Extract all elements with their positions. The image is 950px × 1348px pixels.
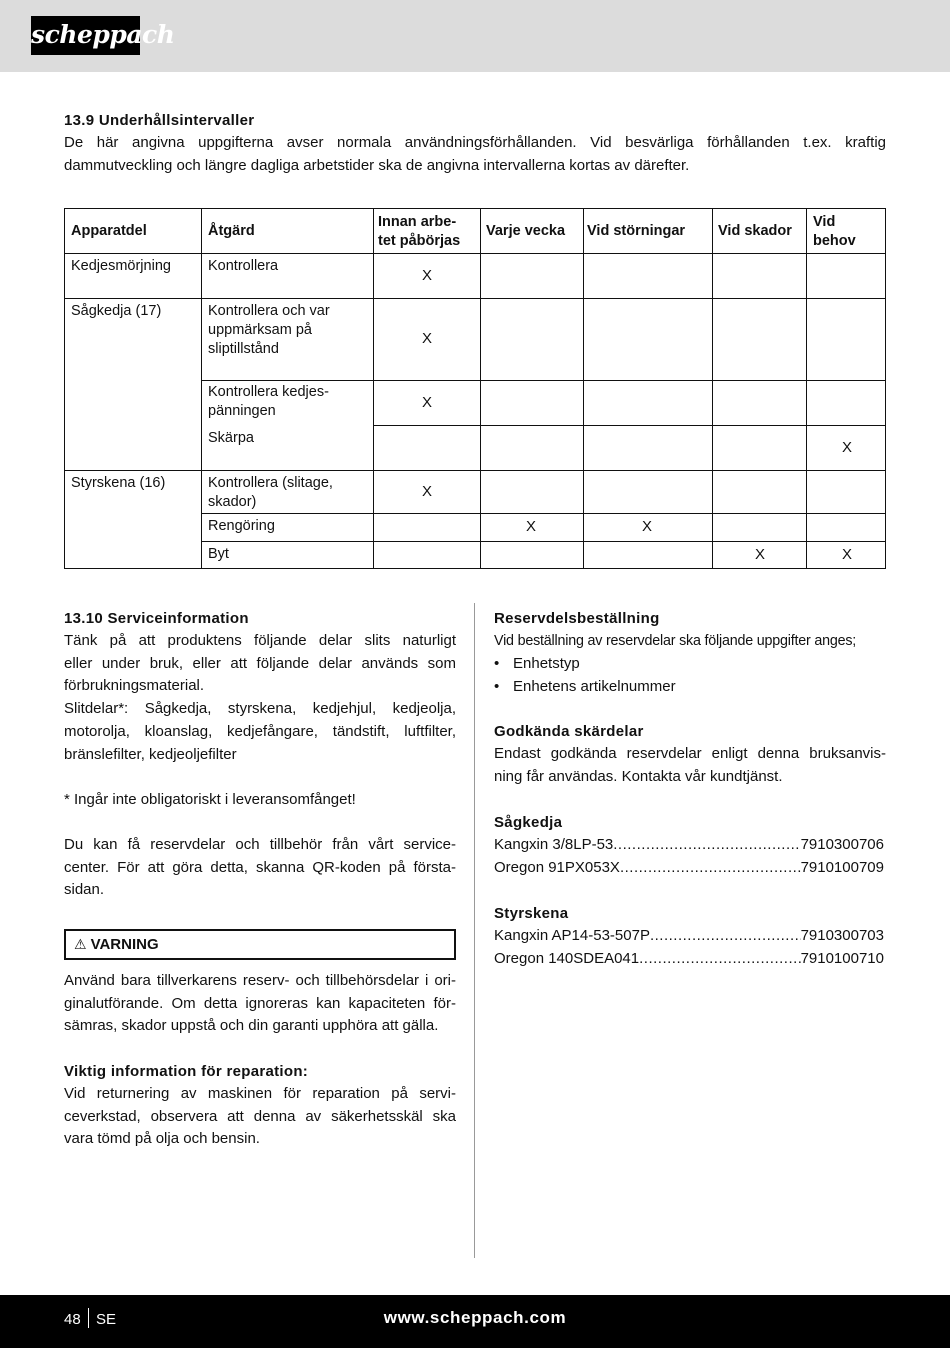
text-line: bränslefilter, kedjeoljefilter [64,745,237,763]
action-skarpa: Skärpa [208,430,254,446]
part-name: Oregon 140SDEA041 [494,950,640,967]
text-line: vara tömd på olja och bensin. [64,1130,260,1148]
action-line: sliptillstånd [208,341,279,357]
header-atgard: Åtgärd [208,223,255,239]
text-line: eller under bruk, eller att följande delar används som [64,654,456,672]
action-line: Kontrollera och var [208,303,330,319]
action-kontrollera: Kontrollera [208,258,279,274]
check-mark: X [421,394,432,411]
part-row [494,857,884,880]
table-grid-line [201,380,885,381]
part-kedjesmorjning: Kedjesmörjning [71,258,171,274]
approved-parts-text [494,743,886,788]
check-mark: X [421,267,432,284]
table-grid-line [201,209,202,568]
part-sagkedja: Sågkedja (17) [71,303,162,319]
bullet-glyph: • [494,678,500,695]
bar-title: Styrskena [494,905,569,922]
action-line: skador) [208,494,257,510]
header-apparatdel: Apparatdel [71,223,147,239]
part-number: 7910100710 [800,950,884,967]
text-line: Slitdelar*: Sågkedja, styrskena, kedjehjul, kedjeolja, [64,700,456,718]
table-grid-line [712,209,713,568]
header-innan-arbetet [378,213,460,251]
header-vid-behov [813,213,856,251]
chain-title: Sågkedja [494,814,563,831]
part-name: Kangxin 3/8LP-53 [494,836,614,853]
column-divider [474,603,475,1258]
text-line: ceverkstad, observera att denna av säkerhetsskäl ska [64,1107,456,1125]
bullet-glyph: • [494,655,500,672]
spare-parts-title: Reservdelsbeställning [494,610,660,627]
leader-dots [650,925,801,948]
bullet-item [494,676,676,699]
maintenance-intro [64,132,886,177]
maintenance-intro-line: De här angivna uppgifterna avser normala användningsförhållanden. Vid besvärliga förhållanden t.ex. kraftig [64,134,886,151]
warning-text [64,970,456,1038]
text-line: center. För att göra detta, skanna QR-koden på första- [64,858,456,876]
table-grid-line [373,209,374,568]
service-center-paragraph [64,834,456,902]
page-number: 48 [64,1311,81,1328]
text-line: Vid returnering av maskinen för reparation på servi- [64,1085,456,1102]
warning-box [64,929,456,960]
header-behov-line1: Vid [813,214,836,230]
text-line: sämras, skador uppstå och din garanti upphöra att gälla. [64,1017,439,1035]
action-line: Kontrollera (slitage, [208,475,333,491]
part-number: 7910100709 [800,859,884,876]
header-vid-storningar: Vid störningar [587,223,686,239]
check-mark: X [421,330,432,347]
header-innan-line1: Innan arbe- [378,214,457,230]
action-line: uppmärksam på [208,322,312,338]
warning-label: VARNING [90,936,159,953]
part-number: 7910300706 [800,836,884,853]
table-grid-line [480,209,481,568]
action-line: pänningen [208,403,276,419]
repair-paragraph [64,1083,456,1151]
part-row [494,948,884,971]
leader-dots [639,948,800,971]
header-varje-vecka: Varje vecka [486,223,566,239]
text-line: ginalutförande. Om detta ignoreras kan kapaciteten för- [64,994,456,1012]
table-grid-line [65,298,885,299]
language-code: SE [96,1311,117,1328]
part-number: 7910300703 [800,927,884,944]
text-line: förbrukningsmaterial. [64,677,205,695]
part-row [494,834,884,857]
action-line: Kontrollera kedjes- [208,384,329,400]
footnote: * Ingår inte obligatoriskt i leveransomfånget! [64,791,356,808]
header-behov-line2: behov [813,233,856,249]
page-header [0,0,950,72]
action-kontrollera-slitage [208,474,333,512]
section-title-service: 13.10 Serviceinformation [64,610,249,627]
part-name: Oregon 91PX053X [494,859,620,876]
text-line: ning får användas. Kontakta vår kundtjänst. [494,767,783,785]
bullet-text: Enhetstyp [513,655,580,672]
repair-title: Viktig information för reparation: [64,1063,309,1080]
header-vid-skador: Vid skador [718,223,792,239]
action-byt: Byt [208,546,229,562]
table-grid-line [373,425,885,426]
leader-dots [613,834,800,857]
part-name: Kangxin AP14-53-507P [494,927,650,944]
text-line: motorolja, kloanslag, kedjefångare, tändstift, luftfilter, [64,722,456,740]
table-grid-line [201,513,885,514]
check-mark: X [754,546,765,563]
page-footer [0,1295,950,1348]
text-line: Använd bara tillverkarens reserv- och tillbehörsdelar i ori- [64,972,456,989]
bullet-item [494,653,580,676]
text-line: sidan. [64,881,105,899]
action-kontrollera-sliptillstand [208,302,330,359]
check-mark: X [641,518,652,535]
leader-dots [620,857,801,880]
table-grid-line [65,253,885,254]
spare-parts-intro: Vid beställning av reservdelar ska följande uppgifter anges; [494,633,857,649]
check-mark: X [841,439,852,456]
website-url: www.scheppach.com [383,1308,567,1327]
check-mark: X [525,518,536,535]
header-innan-line2: tet påbörjas [378,233,461,249]
table-grid-line [201,541,885,542]
section-title-maintenance: 13.9 Underhållsintervaller [64,112,255,129]
part-styrskena: Styrskena (16) [71,475,166,491]
action-rengoring: Rengöring [208,518,275,534]
maintenance-table [64,208,886,569]
part-row [494,925,884,948]
table-grid-line [65,470,885,471]
warning-triangle-icon: ⚠ [74,936,87,952]
text-line: Endast godkända reservdelar enligt denna bruksanvis- [494,745,886,762]
service-paragraph [64,630,456,766]
check-mark: X [841,546,852,563]
bullet-text: Enhetens artikelnummer [513,678,676,695]
table-grid-line [806,209,807,568]
text-line: Du kan få reservdelar och tillbehör från vårt service- [64,836,456,853]
action-kedjespanningen [208,383,329,421]
maintenance-intro-line: dammutveckling och längre dagliga arbetstider ska de angivna intervallerna kortas av därefter. [64,156,690,174]
check-mark: X [421,483,432,500]
approved-parts-title: Godkända skärdelar [494,723,644,740]
text-line: Tänk på att produktens följande delar slits naturligt [64,632,456,649]
table-grid-line [583,209,584,568]
scheppach-logo: scheppach [31,16,140,55]
